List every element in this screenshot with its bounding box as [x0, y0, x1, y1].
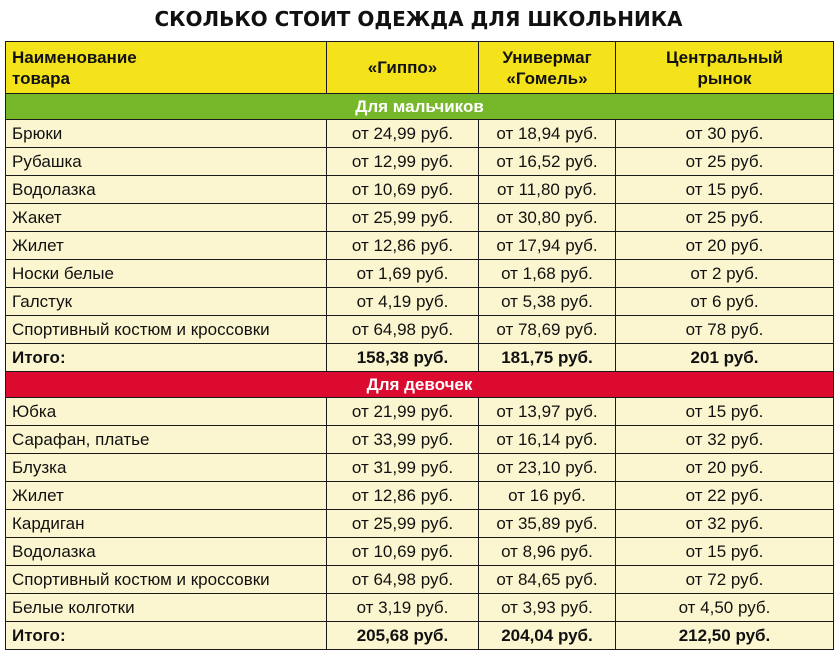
table-row — [6, 538, 834, 566]
price-gippo: от 25,99 руб. — [327, 204, 479, 232]
price-market: от 32 руб. — [616, 426, 834, 454]
column-header-store2 — [479, 42, 616, 94]
table-header-row — [6, 42, 834, 94]
item-name: Галстук — [6, 288, 327, 316]
section-header-girls — [6, 372, 834, 398]
section-header-boys — [6, 94, 834, 120]
price-market: от 15 руб. — [616, 176, 834, 204]
price-gippo: от 10,69 руб. — [327, 176, 479, 204]
item-name: Жилет — [6, 482, 327, 510]
price-market: от 25 руб. — [616, 204, 834, 232]
table-row — [6, 260, 834, 288]
price-table — [5, 41, 834, 650]
item-name: Брюки — [6, 120, 327, 148]
price-gippo: от 25,99 руб. — [327, 510, 479, 538]
item-name: Юбка — [6, 398, 327, 426]
price-univermag: от 78,69 руб. — [479, 316, 616, 344]
price-univermag: от 1,68 руб. — [479, 260, 616, 288]
price-gippo: от 24,99 руб. — [327, 120, 479, 148]
table-row — [6, 204, 834, 232]
item-name: Белые колготки — [6, 594, 327, 622]
price-univermag: от 3,93 руб. — [479, 594, 616, 622]
table-row — [6, 120, 834, 148]
column-header-store3-line2: рынок — [697, 68, 752, 88]
price-univermag: от 8,96 руб. — [479, 538, 616, 566]
price-gippo: от 1,69 руб. — [327, 260, 479, 288]
total-label: Итого: — [6, 622, 327, 650]
table-row — [6, 316, 834, 344]
price-market: от 32 руб. — [616, 510, 834, 538]
total-market: 212,50 руб. — [616, 622, 834, 650]
price-market: от 4,50 руб. — [616, 594, 834, 622]
total-univermag: 204,04 руб. — [479, 622, 616, 650]
price-gippo: от 64,98 руб. — [327, 316, 479, 344]
price-univermag: от 16,14 руб. — [479, 426, 616, 454]
price-gippo: от 4,19 руб. — [327, 288, 479, 316]
column-header-name — [6, 42, 327, 94]
total-label: Итого: — [6, 344, 327, 372]
price-market: от 72 руб. — [616, 566, 834, 594]
price-gippo: от 12,86 руб. — [327, 482, 479, 510]
price-univermag: от 84,65 руб. — [479, 566, 616, 594]
item-name: Жилет — [6, 232, 327, 260]
price-univermag: от 23,10 руб. — [479, 454, 616, 482]
column-header-store2-line2: «Гомель» — [506, 68, 588, 88]
column-header-store1-label: «Гиппо» — [367, 58, 438, 77]
price-market: от 15 руб. — [616, 538, 834, 566]
table-row — [6, 566, 834, 594]
item-name: Спортивный костюм и кроссовки — [6, 566, 327, 594]
price-gippo: от 12,99 руб. — [327, 148, 479, 176]
item-name: Кардиган — [6, 510, 327, 538]
table-body — [6, 94, 834, 650]
price-univermag: от 35,89 руб. — [479, 510, 616, 538]
table-row — [6, 594, 834, 622]
price-gippo: от 21,99 руб. — [327, 398, 479, 426]
table-row — [6, 454, 834, 482]
price-market: от 22 руб. — [616, 482, 834, 510]
price-gippo: от 12,86 руб. — [327, 232, 479, 260]
section-label: Для девочек — [6, 372, 834, 398]
price-univermag: от 17,94 руб. — [479, 232, 616, 260]
column-header-name-line1: Наименование — [12, 47, 137, 67]
table-row — [6, 176, 834, 204]
total-row — [6, 344, 834, 372]
total-market: 201 руб. — [616, 344, 834, 372]
item-name: Носки белые — [6, 260, 327, 288]
table-row — [6, 148, 834, 176]
price-univermag: от 11,80 руб. — [479, 176, 616, 204]
table-row — [6, 398, 834, 426]
table-row — [6, 510, 834, 538]
price-market: от 20 руб. — [616, 454, 834, 482]
column-header-store2-line1: Универмаг — [502, 47, 592, 67]
price-market: от 30 руб. — [616, 120, 834, 148]
price-market: от 25 руб. — [616, 148, 834, 176]
price-gippo: от 31,99 руб. — [327, 454, 479, 482]
item-name: Спортивный костюм и кроссовки — [6, 316, 327, 344]
column-header-store3-line1: Центральный — [666, 47, 783, 67]
column-header-store1 — [327, 42, 479, 94]
price-univermag: от 16,52 руб. — [479, 148, 616, 176]
table-row — [6, 426, 834, 454]
column-header-store3 — [616, 42, 834, 94]
price-gippo: от 3,19 руб. — [327, 594, 479, 622]
total-gippo: 205,68 руб. — [327, 622, 479, 650]
price-univermag: от 18,94 руб. — [479, 120, 616, 148]
total-univermag: 181,75 руб. — [479, 344, 616, 372]
column-header-name-line2: товара — [12, 68, 71, 88]
table-row — [6, 232, 834, 260]
item-name: Рубашка — [6, 148, 327, 176]
item-name: Водолазка — [6, 538, 327, 566]
price-gippo: от 64,98 руб. — [327, 566, 479, 594]
item-name: Блузка — [6, 454, 327, 482]
price-univermag: от 13,97 руб. — [479, 398, 616, 426]
page-title: СКОЛЬКО СТОИТ ОДЕЖДА ДЛЯ ШКОЛЬНИКА — [154, 7, 683, 31]
table-row — [6, 288, 834, 316]
item-name: Водолазка — [6, 176, 327, 204]
table-row — [6, 482, 834, 510]
price-univermag: от 30,80 руб. — [479, 204, 616, 232]
price-market: от 15 руб. — [616, 398, 834, 426]
price-univermag: от 5,38 руб. — [479, 288, 616, 316]
total-gippo: 158,38 руб. — [327, 344, 479, 372]
price-gippo: от 10,69 руб. — [327, 538, 479, 566]
price-market: от 2 руб. — [616, 260, 834, 288]
price-market: от 20 руб. — [616, 232, 834, 260]
price-market: от 6 руб. — [616, 288, 834, 316]
price-univermag: от 16 руб. — [479, 482, 616, 510]
total-row — [6, 622, 834, 650]
price-gippo: от 33,99 руб. — [327, 426, 479, 454]
price-market: от 78 руб. — [616, 316, 834, 344]
item-name: Сарафан, платье — [6, 426, 327, 454]
section-label: Для мальчиков — [6, 94, 834, 120]
item-name: Жакет — [6, 204, 327, 232]
